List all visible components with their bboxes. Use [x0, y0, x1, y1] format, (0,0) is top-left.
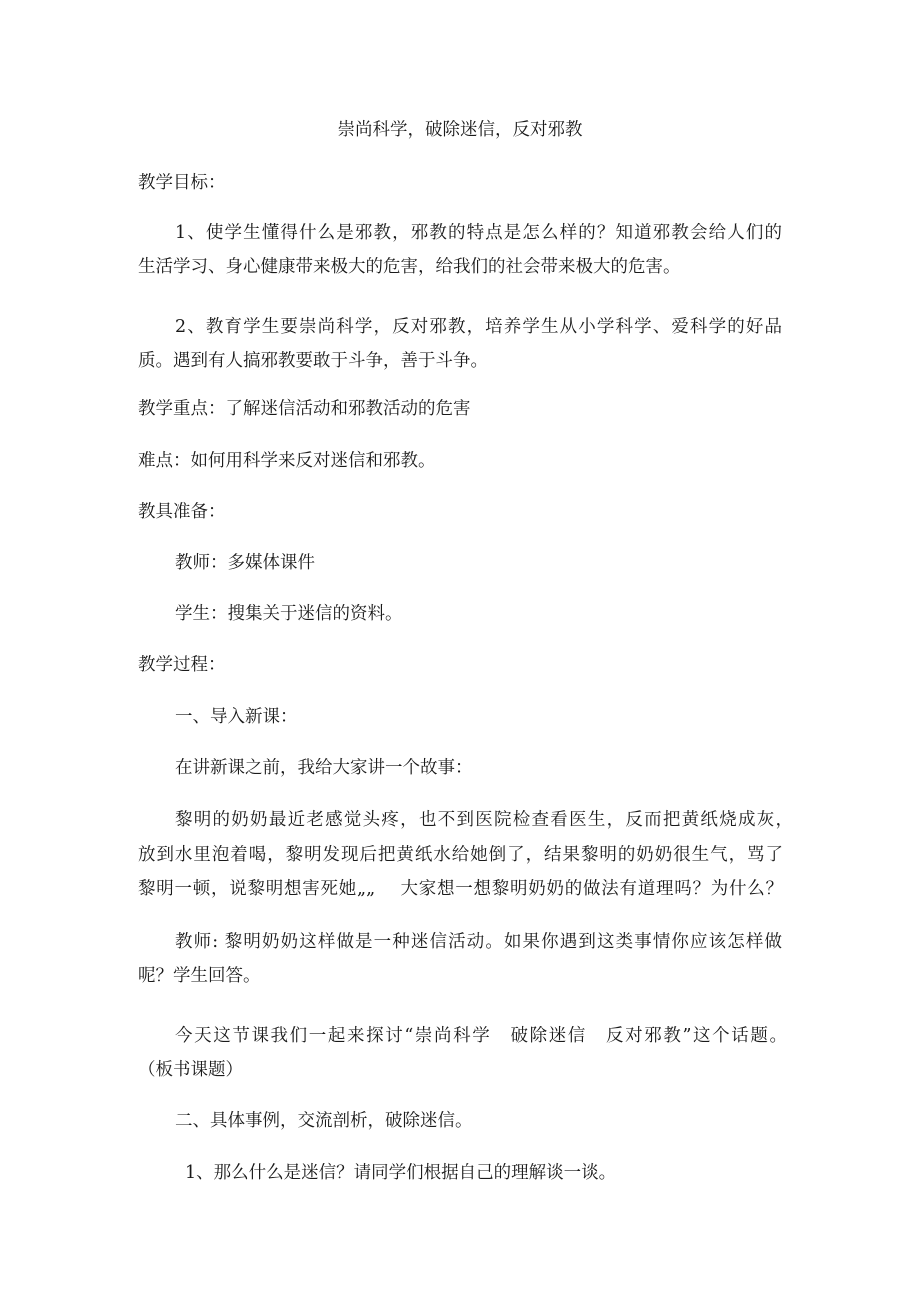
difficult-point: 难点：如何用科学来反对迷信和邪教。 — [138, 451, 436, 471]
today-line-2: （板书课题） — [138, 1060, 243, 1080]
intro-sentence: 在讲新课之前，我给大家讲一个故事： — [175, 758, 473, 778]
materials-teacher: 教师：多媒体课件 — [175, 553, 315, 573]
objective-2-line-2: 质。遇到有人搞邪教要敢于斗争，善于斗争。 — [138, 351, 488, 371]
teacher-line-2: 呢？学生回答。 — [138, 966, 261, 986]
objective-1-line-1: 1、使学生懂得什么是邪教，邪教的特点是怎么样的？知道邪教会给人们的 — [175, 223, 782, 243]
story-line-2: 放到水里泡着喝，黎明发现后把黄纸水给她倒了，结果黎明的奶奶很生气，骂了 — [138, 845, 783, 865]
materials-student: 学生：搜集关于迷信的资料。 — [175, 604, 403, 624]
materials-heading: 教具准备： — [138, 502, 226, 522]
key-point: 教学重点：了解迷信活动和邪教活动的危害 — [138, 399, 471, 419]
objectives-heading: 教学目标： — [138, 173, 226, 193]
document-title: 崇尚科学，破除迷信，反对邪教 — [337, 120, 583, 140]
section-1-heading: 一、导入新课： — [175, 707, 298, 727]
today-line-1: 今天这节课我们一起来探讨“崇尚科学 破除迷信 反对邪教”这个话题。 — [175, 1026, 787, 1046]
story-line-1: 黎明的奶奶最近老感觉头疼，也不到医院检查看医生，反而把黄纸烧成灰， — [175, 810, 793, 830]
story-line-3: 黎明一顿，说黎明想害死她„„ 大家想一想黎明奶奶的做法有道理吗？为什么？ — [138, 879, 783, 899]
objective-2-line-1: 2、教育学生要崇尚科学，反对邪教，培养学生从小学科学、爱科学的好品 — [175, 317, 782, 337]
section-2-heading: 二、具体事例，交流剖析，破除迷信。 — [175, 1111, 473, 1131]
objective-1-line-2: 生活学习、身心健康带来极大的危害，给我们的社会带来极大的危害。 — [138, 257, 681, 277]
question-1: 1、那么什么是迷信？请同学们根据自己的理解谈一谈。 — [185, 1163, 617, 1183]
process-heading: 教学过程： — [138, 655, 226, 675]
teacher-line-1: 教师: 黎明奶奶这样做是一种迷信活动。如果你遇到这类事情你应该怎样做 — [175, 932, 782, 952]
